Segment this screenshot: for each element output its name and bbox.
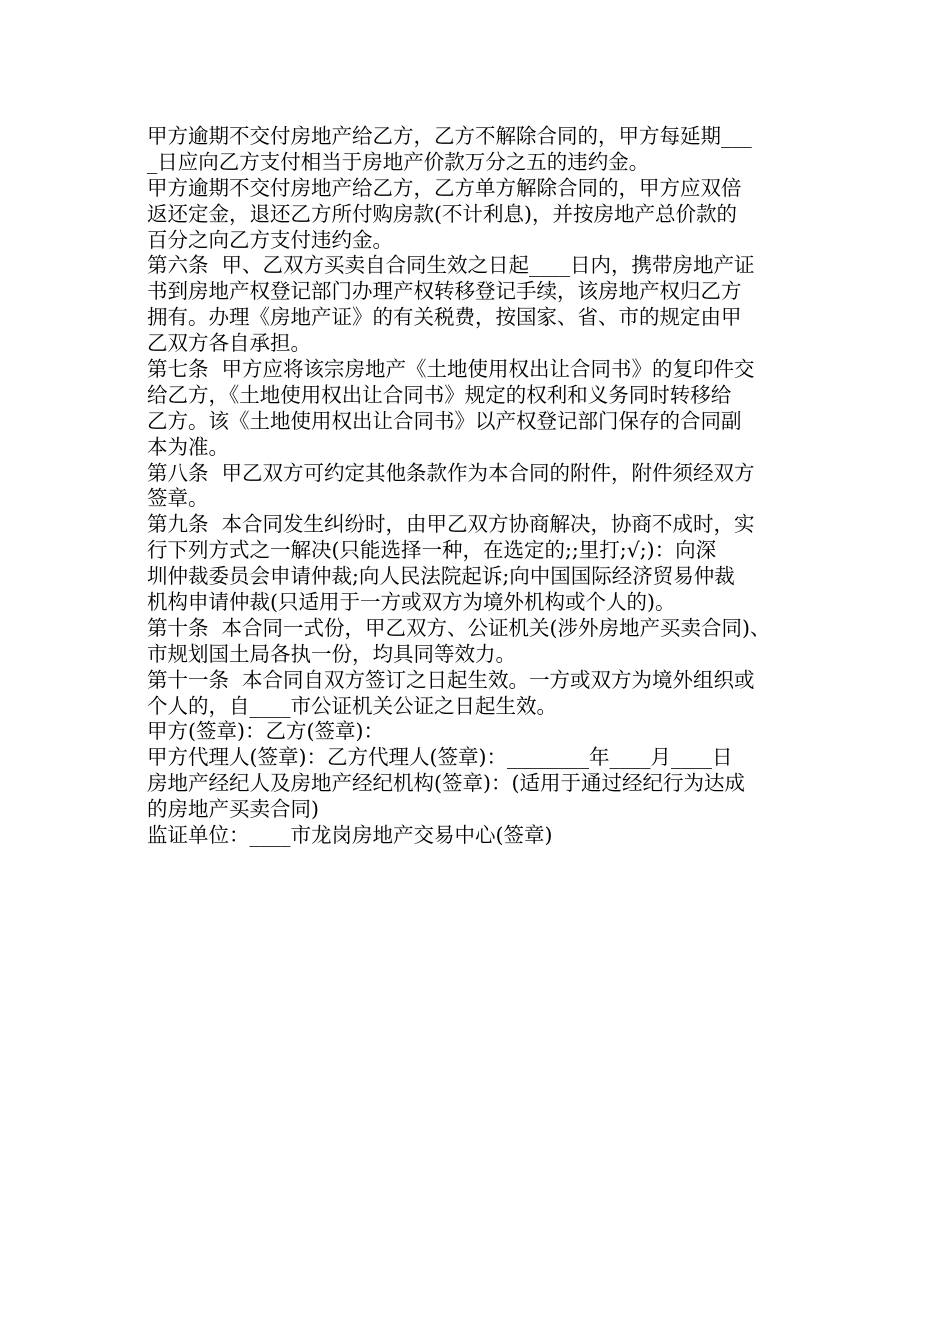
text-line: 乙双方各自承担。 <box>147 331 311 356</box>
text-line: 行下列方式之一解决(只能选择一种，在选定的;;里打;√;)：向深 <box>147 538 717 563</box>
article-9-line: 第九条 本合同发生纠纷时，由甲乙双方协商解决，协商不成时，实 <box>147 512 755 537</box>
text-line: 给乙方，《土地使用权出让合同书》规定的权利和义务同时转移给 <box>147 382 732 407</box>
text-line: 个人的，自____市公证机关公证之日起生效。 <box>147 693 557 718</box>
text-line: 百分之向乙方支付违约金。 <box>147 227 393 252</box>
text-line: 签章。 <box>147 486 209 511</box>
contract-text <box>147 124 837 849</box>
article-7-line: 第七条 甲方应将该宗房地产《土地使用权出让合同书》的复印件交 <box>147 357 755 382</box>
text-line: 机构申请仲裁(只适用于一方或双方为境外机构或个人的)。 <box>147 590 676 615</box>
text-line: 书到房地产权登记部门办理产权转移登记手续，该房地产权归乙方 <box>147 279 742 304</box>
article-8-line: 第八条 甲乙双方可约定其他条款作为本合同的附件，附件须经双方 <box>147 460 755 485</box>
broker-signature-line: 房地产经纪人及房地产经纪机构(签章)：(适用于通过经纪行为达成 <box>147 771 745 796</box>
supervising-unit-line: 监证单位：____市龙岗房地产交易中心(签章) <box>147 823 553 848</box>
text-line: 甲方逾期不交付房地产给乙方，乙方单方解除合同的，甲方应双倍 <box>147 175 742 200</box>
text-line: 返还定金，退还乙方所付购房款(不计利息)，并按房地产总价款的 <box>147 201 737 226</box>
signature-agents-line: 甲方代理人(签章)：乙方代理人(签章)：________年____月____日 <box>147 745 733 770</box>
signature-parties-line: 甲方(签章)：乙方(签章)： <box>147 719 384 744</box>
text-line: _日应向乙方支付相当于房地产价款万分之五的违约金。 <box>147 149 650 174</box>
text-line: 本为准。 <box>147 434 229 459</box>
text-line: 乙方。该《土地使用权出让合同书》以产权登记部门保存的合同副 <box>147 408 742 433</box>
article-6-line: 第六条 甲、乙双方买卖自合同生效之日起____日内，携带房地产证 <box>147 253 755 278</box>
text-line: 的房地产买卖合同) <box>147 797 319 822</box>
article-10-line: 第十条 本合同一式份，甲乙双方、公证机关(涉外房地产买卖合同)、 <box>147 615 771 640</box>
text-line: 拥有。办理《房地产证》的有关税费，按国家、省、市的规定由甲 <box>147 305 742 330</box>
article-11-line: 第十一条 本合同自双方签订之日起生效。一方或双方为境外组织或 <box>147 667 755 692</box>
text-line: 圳仲裁委员会申请仲裁;向人民法院起诉;向中国国际经济贸易仲裁 <box>147 564 735 589</box>
text-line: 甲方逾期不交付房地产给乙方，乙方不解除合同的，甲方每延期___ <box>147 124 752 148</box>
text-line: 市规划国土局各执一份，均具同等效力。 <box>147 641 516 666</box>
